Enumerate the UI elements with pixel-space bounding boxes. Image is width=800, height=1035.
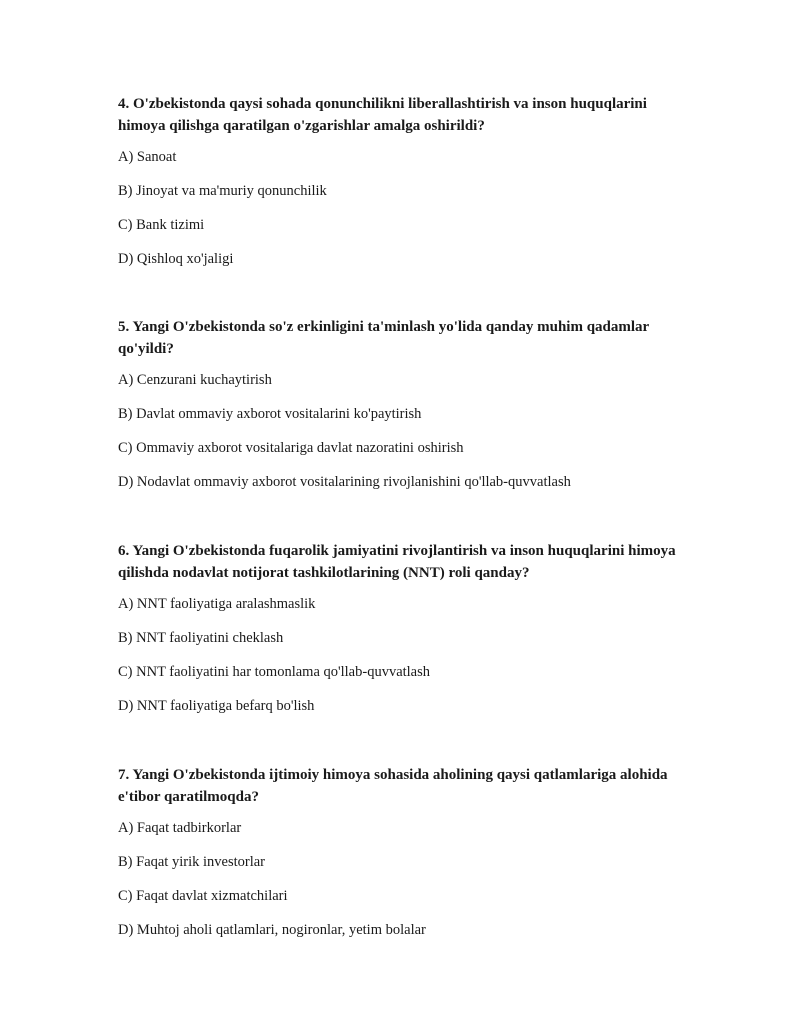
option-b: B) Jinoyat va ma'muriy qonunchilik	[118, 183, 327, 199]
option-c: C) Bank tizimi	[118, 217, 205, 233]
option-d: D) NNT faoliyatiga befarq bo'lish	[118, 698, 315, 714]
option-d: D) Qishloq xo'jaligi	[118, 251, 234, 267]
question-4	[118, 93, 698, 283]
option-a: A) Faqat tadbirkorlar	[118, 820, 242, 836]
question-title: 5. Yangi O'zbekistonda so'z erkinligini ta'minlash yo'lida qanday muhim qadamlar qo'yildi?	[118, 319, 649, 357]
option-c: C) NNT faoliyatini har tomonlama qo'llab-quvvatlash	[118, 664, 431, 680]
question-5	[118, 316, 698, 506]
question-title: 6. Yangi O'zbekistonda fuqarolik jamiyatini rivojlantirish va inson huquqlarini himoya qilishda nodavlat notijorat tashkilotlarining (NNT) roli qanday?	[118, 543, 676, 581]
question-title: 4. O'zbekistonda qaysi sohada qonunchilikni liberallashtirish va inson huquqlarini himoya qilishga qaratilgan o'zgarishlar amalga oshirildi?	[118, 96, 647, 134]
question-title: 7. Yangi O'zbekistonda ijtimoiy himoya sohasida aholining qaysi qatlamlariga alohida e'tibor qaratilmoqda?	[118, 767, 668, 805]
option-a: A) Sanoat	[118, 149, 177, 165]
option-c: C) Faqat davlat xizmatchilari	[118, 888, 288, 904]
option-b: B) Faqat yirik investorlar	[118, 854, 265, 870]
option-d: D) Nodavlat ommaviy axborot vositalarining rivojlanishini qo'llab-quvvatlash	[118, 474, 571, 490]
option-a: A) Cenzurani kuchaytirish	[118, 372, 272, 388]
question-7	[118, 764, 698, 954]
option-d: D) Muhtoj aholi qatlamlari, nogironlar, yetim bolalar	[118, 922, 426, 938]
option-b: B) Davlat ommaviy axborot vositalarini ko'paytirish	[118, 406, 422, 422]
option-c: C) Ommaviy axborot vositalariga davlat nazoratini oshirish	[118, 440, 464, 456]
question-6	[118, 540, 698, 730]
option-a: A) NNT faoliyatiga aralashmaslik	[118, 596, 316, 612]
option-b: B) NNT faoliyatini cheklash	[118, 630, 284, 646]
